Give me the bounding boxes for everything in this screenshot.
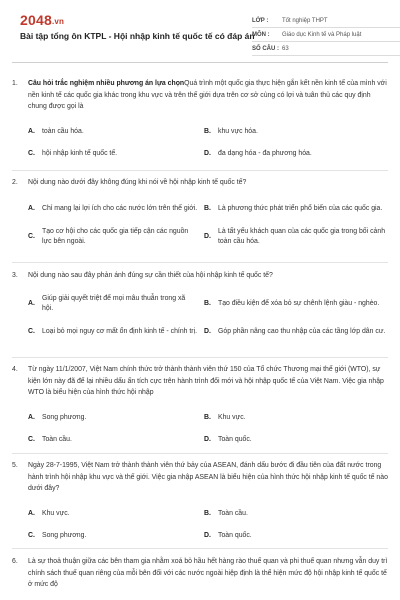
- option-d[interactable]: [204, 143, 388, 165]
- option-letter: D.: [204, 327, 211, 335]
- meta-value: Tốt nghiệp THPT: [282, 17, 328, 24]
- question-2: [12, 177, 388, 251]
- option-b[interactable]: [204, 121, 388, 143]
- question-number: 2.: [12, 179, 18, 186]
- question-text: Ngày 28-7-1995, Việt Nam trở thành thành viên thứ bảy của ASEAN, đánh dấu bước đi đầu tiên của đất nước trong hành trình hội nhập khu vực và thế giới. Việc gia nhập ASEAN là biểu hiện của hình thức hội nhập kinh tế quốc tế nào dưới đây?: [28, 462, 388, 493]
- option-d[interactable]: [204, 318, 388, 346]
- document-title: Bài tập tổng ôn KTPL - Hội nhập kinh tế quốc tế có đáp án: [20, 31, 255, 41]
- question-number: 3.: [12, 272, 18, 279]
- option-letter: A.: [28, 204, 35, 212]
- option-text: Toàn cầu.: [218, 509, 248, 517]
- option-a[interactable]: [28, 121, 198, 143]
- option-letter: B.: [204, 509, 211, 517]
- divider: [12, 453, 388, 454]
- option-letter: C.: [28, 435, 35, 443]
- option-b[interactable]: [204, 503, 388, 525]
- option-text: Là tất yếu khách quan của các quốc gia trong bối cảnh toàn cầu hóa.: [218, 227, 386, 245]
- option-letter: B.: [204, 204, 211, 212]
- option-letter: A.: [28, 299, 35, 307]
- option-text: Loại bỏ mọi nguy cơ mất ổn định kinh tế - chính trị.: [42, 327, 198, 335]
- option-c[interactable]: [28, 223, 198, 251]
- meta-row-count: [252, 42, 400, 56]
- document-header: [12, 0, 388, 63]
- option-text: Khu vực.: [42, 509, 70, 517]
- option-text: toàn cầu hóa.: [42, 127, 84, 135]
- option-letter: D.: [204, 435, 211, 443]
- option-a[interactable]: [28, 407, 198, 429]
- option-c[interactable]: [28, 429, 198, 451]
- question-3: [12, 270, 388, 346]
- option-text: khu vực hóa.: [218, 127, 258, 135]
- meta-label: SỐ CÂU :: [252, 45, 279, 52]
- question-number: 6.: [12, 558, 18, 565]
- option-text: Song phương.: [42, 531, 87, 539]
- question-number: 4.: [12, 366, 18, 373]
- option-letter: A.: [28, 127, 35, 135]
- option-letter: A.: [28, 509, 35, 517]
- option-c[interactable]: [28, 525, 198, 547]
- meta-row-class: [252, 14, 400, 28]
- question-number: 1.: [12, 80, 18, 87]
- option-text: Song phương.: [42, 413, 87, 421]
- option-text: hội nhập kinh tế quốc tế.: [42, 149, 118, 157]
- option-letter: B.: [204, 413, 211, 421]
- divider: [12, 170, 388, 171]
- meta-label: LỚP :: [252, 17, 269, 24]
- option-b[interactable]: [204, 290, 388, 318]
- option-text: Toàn quốc.: [218, 435, 252, 443]
- option-c[interactable]: [28, 318, 198, 346]
- option-text: đa dạng hóa - đa phương hóa.: [218, 149, 312, 157]
- question-5: [12, 460, 388, 547]
- question-text: [28, 78, 388, 113]
- site-logo[interactable]: [20, 12, 64, 28]
- question-text: Là sự thoả thuận giữa các bên tham gia nhằm xoá bỏ hầu hết hàng rào thuế quan và phi thuế quan nhưng vẫn duy trì chính sách thuế quan riêng của mỗi bên đối với các nước ngoài hiệp định là thể hiện mức độ hội nhập kinh tế quốc tế ở mức độ: [28, 558, 388, 589]
- question-6: [12, 556, 388, 591]
- option-letter: D.: [204, 149, 211, 157]
- option-d[interactable]: [204, 429, 388, 451]
- divider: [12, 548, 388, 549]
- question-number: 5.: [12, 462, 18, 469]
- option-text: Tạo điều kiện để xóa bỏ sự chênh lệnh giàu - nghèo.: [218, 299, 380, 307]
- option-letter: C.: [28, 232, 35, 240]
- option-text: Khu vực.: [218, 413, 246, 421]
- meta-table: [252, 14, 400, 56]
- option-a[interactable]: [28, 195, 198, 223]
- option-letter: C.: [28, 327, 35, 335]
- option-a[interactable]: [28, 290, 198, 318]
- meta-value: Giáo dục Kinh tế và Pháp luật: [282, 31, 362, 38]
- option-b[interactable]: [204, 407, 388, 429]
- option-text: Chỉ mang lại lợi ích cho các nước lớn trên thế giới.: [42, 204, 198, 212]
- option-b[interactable]: [204, 195, 388, 223]
- option-c[interactable]: [28, 143, 198, 165]
- meta-label: MÔN :: [252, 31, 270, 38]
- option-text: Là phương thức phát triển phổ biến của các quốc gia.: [218, 204, 383, 212]
- question-heading: Câu hỏi trắc nghiệm nhiều phương án lựa chọn: [28, 80, 185, 87]
- option-letter: C.: [28, 531, 35, 539]
- question-1: [12, 78, 388, 165]
- question-body: Quá trình một quốc gia thực hiện gắn kết nền kinh tế của mình với nền kinh tế các quốc gia khác trong khu vực và trên thế giới dựa trên cơ sở cùng có lợi và tuân thủ các quy định chung được gọi là: [28, 80, 387, 111]
- option-text: Tạo cơ hội cho các quốc gia tiếp cận các nguồn lực bên ngoài.: [42, 227, 189, 245]
- option-text: Giúp giải quyết triệt để mọi mâu thuẫn trong xã hội.: [42, 294, 186, 312]
- option-d[interactable]: [204, 223, 388, 251]
- option-letter: C.: [28, 149, 35, 157]
- question-text: Từ ngày 11/1/2007, Việt Nam chính thức trở thành thành viên thứ 150 của Tổ chức Thương mại thế giới (WTO), sự kiện lớn này đã để lại nhiều dấu ấn tích cực trên hành trình đổi mới và hội nhập quốc tế của Việt Nam. Việc gia nhập WTO là biểu hiện của hình thức hội nhập: [28, 366, 384, 397]
- option-text: Toàn cầu.: [42, 435, 72, 443]
- meta-value: 63: [282, 45, 289, 52]
- logo-domain: .vn: [51, 17, 65, 26]
- option-text: Toàn quốc.: [218, 531, 252, 539]
- option-letter: D.: [204, 232, 211, 240]
- question-4: [12, 364, 388, 451]
- option-d[interactable]: [204, 525, 388, 547]
- option-text: Góp phần nâng cao thu nhập của các tầng lớp dân cư.: [218, 327, 386, 335]
- question-text: Nội dung nào sau đây phản ánh đúng sự cần thiết của hội nhập kinh tế quốc tế?: [28, 272, 273, 279]
- divider: [12, 357, 388, 358]
- divider: [12, 262, 388, 263]
- meta-row-subject: [252, 28, 400, 42]
- question-text: Nội dung nào dưới đây không đúng khi nói về hội nhập kinh tế quốc tế?: [28, 179, 247, 186]
- option-letter: A.: [28, 413, 35, 421]
- option-letter: D.: [204, 531, 211, 539]
- logo-number: 2048: [20, 12, 52, 28]
- option-letter: B.: [204, 127, 211, 135]
- option-a[interactable]: [28, 503, 198, 525]
- option-letter: B.: [204, 299, 211, 307]
